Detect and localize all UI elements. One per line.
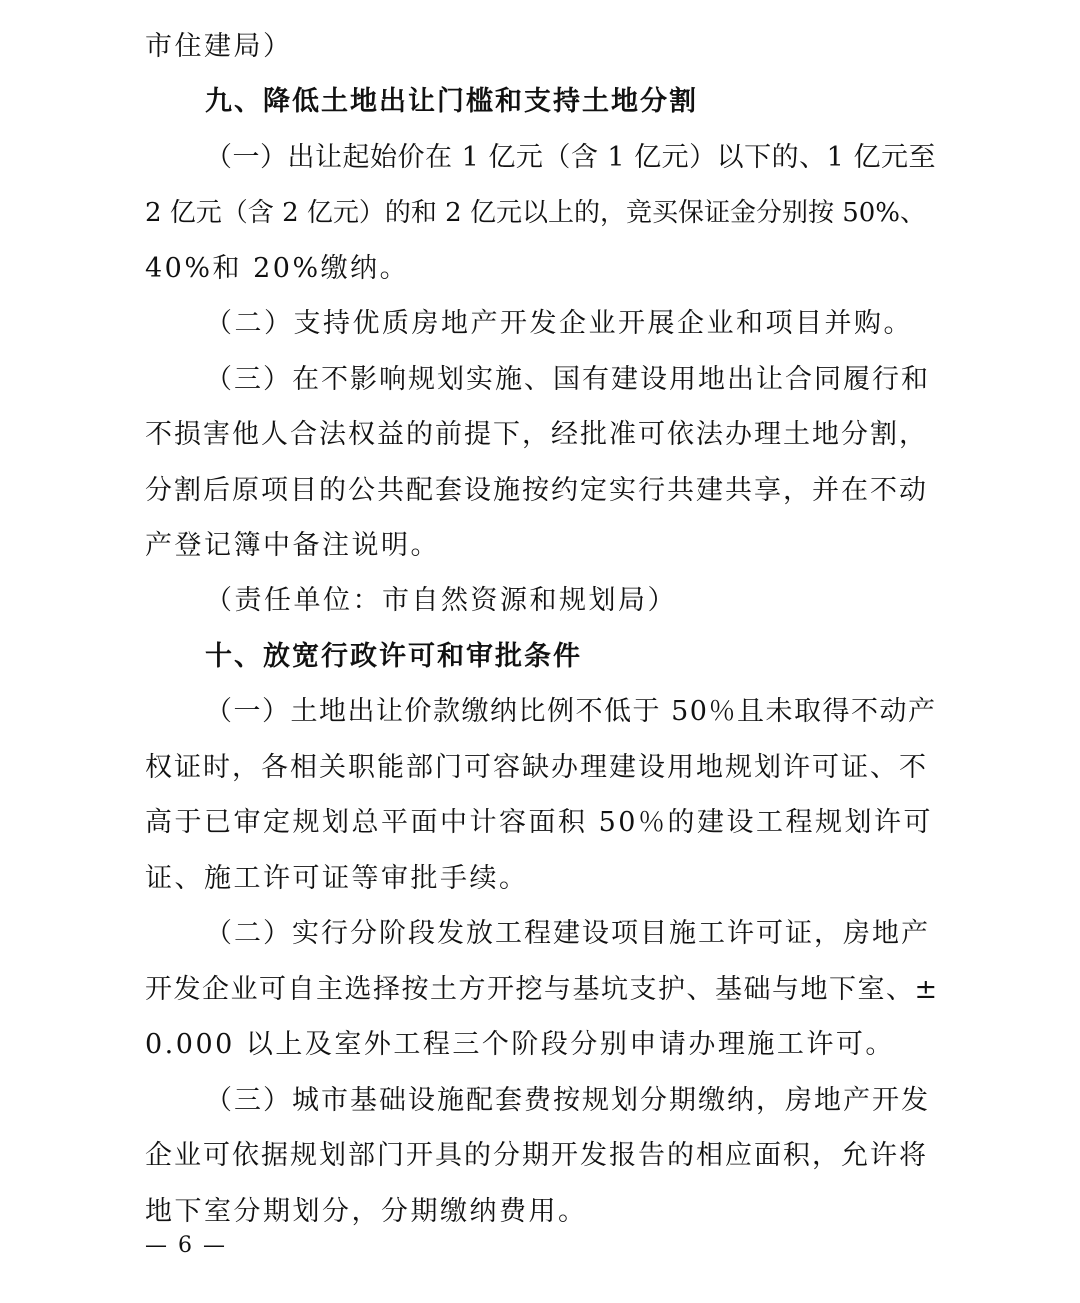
paragraph-line: （一）出让起始价在 1 亿元（含 1 亿元）以下的、1 亿元至: [205, 142, 936, 173]
paragraph-line: 40%和 20%缴纳。: [145, 253, 410, 284]
page-number: — 6 —: [145, 1233, 227, 1258]
paragraph-line: （二）实行分阶段发放工程建设项目施工许可证，房地产: [205, 918, 930, 949]
paragraph-line: 0.000 以上及室外工程三个阶段分别申请办理施工许可。: [145, 1029, 895, 1060]
paragraph-line: 不损害他人合法权益的前提下，经批准可依法办理土地分割，: [145, 419, 928, 450]
paragraph-line: 产登记簿中备注说明。: [145, 530, 440, 561]
paragraph-line: 高于已审定规划总平面中计容面积 50％的建设工程规划许可: [145, 807, 933, 838]
paragraph-line: 2 亿元（含 2 亿元）的和 2 亿元以上的，竞买保证金分别按 50%、: [145, 198, 927, 228]
paragraph-line: 分割后原项目的公共配套设施按约定实行共建共享，并在不动: [145, 475, 928, 506]
section-heading-nine: 九、降低土地出让门槛和支持土地分割: [205, 86, 698, 117]
text-line-continuation: 市住建局）: [145, 31, 293, 62]
paragraph-line: 开发企业可自主选择按土方开挖与基坑支护、基础与地下室、±: [145, 974, 939, 1005]
paragraph-line: （二）支持优质房地产开发企业开展企业和项目并购。: [205, 308, 913, 339]
section-heading-ten: 十、放宽行政许可和审批条件: [205, 641, 582, 672]
paragraph-line: 地下室分期划分，分期缴纳费用。: [145, 1196, 588, 1227]
paragraph-line: 企业可依据规划部门开具的分期开发报告的相应面积，允许将: [145, 1140, 928, 1171]
paragraph-line: 权证时，各相关职能部门可容缺办理建设用地规划许可证、不: [145, 752, 928, 783]
paragraph-line: 证、施工许可证等审批手续。: [145, 863, 529, 894]
paragraph-line: （三）城市基础设施配套费按规划分期缴纳，房地产开发: [205, 1085, 930, 1116]
responsible-unit-line: （责任单位：市自然资源和规划局）: [205, 585, 677, 616]
paragraph-line: （三）在不影响规划实施、国有建设用地出让合同履行和: [205, 364, 930, 395]
paragraph-line: （一）土地出让价款缴纳比例不低于 50％且未取得不动产: [205, 696, 937, 727]
